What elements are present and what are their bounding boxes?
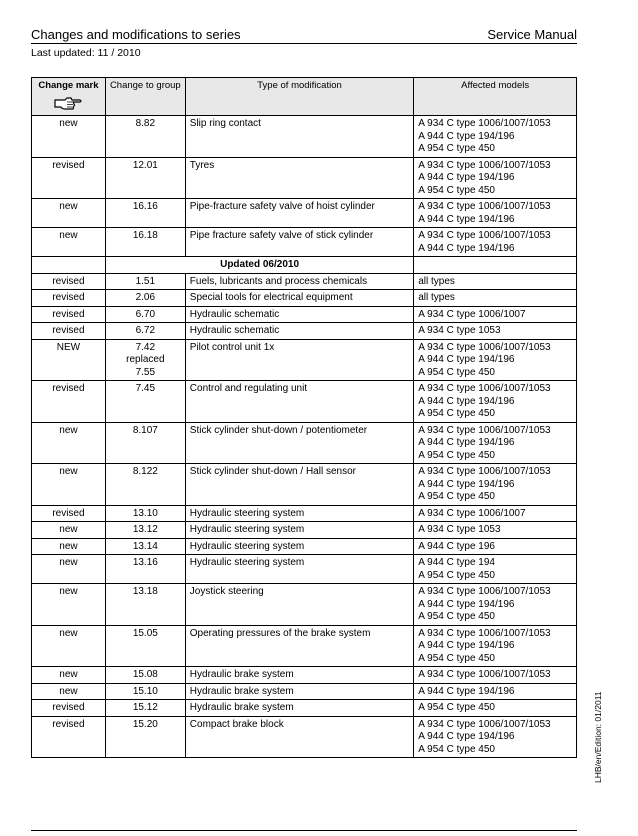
models-cell [414,683,577,700]
modification-cell: Special tools for electrical equipment [185,290,413,307]
table-row [32,464,577,506]
header-manual-label: Service Manual [487,27,577,42]
change-mark-cell: NEW [32,339,106,381]
row-empty-cell [32,257,106,274]
table-row [32,306,577,323]
modification-cell: Pipe-fracture safety valve of hoist cylinder [185,199,413,228]
group-line: 7.45 [135,383,156,394]
change-mark-cell: new [32,116,106,158]
models-cell [414,716,577,758]
modification-cell: Hydraulic schematic [185,323,413,340]
group-cell [105,157,185,199]
change-mark-cell: new [32,555,106,584]
row-empty-cell [414,257,577,274]
group-line: 16.18 [132,230,158,241]
header-change-mark-label: Change mark [38,80,99,91]
group-line: 6.70 [135,308,156,320]
page-header [31,27,577,44]
model-line: A 934 C type 1006/1007/1053 [418,586,551,597]
model-line: A 954 C type 450 [418,143,495,154]
edition-note: LHB/en/Edition: 01/2011 [593,691,603,783]
last-updated: Last updated: 11 / 2010 [31,47,141,59]
group-line: 13.18 [132,586,158,597]
model-line: A 934 C type 1006/1007/1053 [418,341,551,353]
model-line: A 934 C type 1006/1007/1053 [418,627,551,639]
model-line: A 944 C type 194/196 [418,731,515,742]
header-affected-models: Affected models [414,78,577,116]
modification-cell: Hydraulic brake system [185,683,413,700]
models-cell [414,339,577,381]
model-line: A 954 C type 450 [418,366,495,378]
table-row [32,505,577,522]
models-cell [414,584,577,626]
model-line: A 944 C type 194/196 [418,130,515,142]
change-mark-cell: new [32,667,106,684]
model-line: A 944 C type 194/196 [418,172,515,183]
change-mark-cell: revised [32,157,106,199]
change-mark-cell: new [32,228,106,257]
table-header-row [32,78,577,116]
models-cell [414,273,577,290]
table-row [32,257,577,274]
model-line: A 944 C type 194/196 [418,354,515,365]
model-line: A 954 C type 450 [418,569,495,581]
table-row [32,273,577,290]
table-row [32,339,577,381]
group-cell [105,422,185,464]
model-line: A 934 C type 1006/1007/1053 [418,383,551,394]
group-line: replaced [126,354,165,365]
change-mark-cell: new [32,538,106,555]
model-line: all types [418,292,455,303]
group-cell [105,584,185,626]
group-line: 13.16 [132,557,158,568]
group-line: 8.107 [132,424,158,436]
table-row [32,381,577,423]
models-cell [414,555,577,584]
modification-cell: Slip ring contact [185,116,413,158]
group-cell [105,290,185,307]
footer-rule [31,830,577,831]
models-cell [414,538,577,555]
group-cell [105,522,185,539]
model-line: A 934 C type 1006/1007/1053 [418,230,551,241]
modification-cell: Hydraulic schematic [185,306,413,323]
group-line: 15.08 [132,669,158,680]
modification-cell: Hydraulic steering system [185,538,413,555]
header-change-to-group: Change to group [105,78,185,116]
model-line: A 954 C type 450 [418,743,495,755]
models-cell [414,116,577,158]
models-cell [414,306,577,323]
table-row [32,422,577,464]
change-mark-cell: new [32,584,106,626]
group-line: 8.82 [135,118,156,129]
model-line: A 944 C type 194/196 [418,685,515,697]
modification-cell: Pipe fracture safety valve of stick cylinder [185,228,413,257]
table-row [32,667,577,684]
modification-cell: Joystick steering [185,584,413,626]
change-mark-cell: revised [32,716,106,758]
change-mark-cell: new [32,683,106,700]
change-mark-cell: revised [32,273,106,290]
modification-cell: Compact brake block [185,716,413,758]
group-cell [105,667,185,684]
change-mark-cell: new [32,625,106,667]
group-line: 2.06 [135,292,156,303]
group-cell [105,199,185,228]
group-line: 13.10 [132,507,158,519]
modification-cell: Hydraulic steering system [185,555,413,584]
model-line: A 944 C type 194/196 [418,598,515,610]
modification-cell: Hydraulic steering system [185,505,413,522]
header-title: Changes and modifications to series [31,27,241,42]
models-cell [414,157,577,199]
model-line: A 954 C type 450 [418,491,495,502]
model-line: A 954 C type 450 [418,652,495,664]
group-line: 16.16 [132,201,158,212]
group-line: 13.12 [132,524,158,535]
change-mark-cell: revised [32,290,106,307]
table-row [32,116,577,158]
table-row [32,522,577,539]
model-line: A 954 C type 450 [418,611,495,622]
change-mark-cell: revised [32,306,106,323]
table-row [32,199,577,228]
table-row [32,555,577,584]
modification-cell: Hydraulic steering system [185,522,413,539]
group-line: 12.01 [132,159,158,171]
modification-cell: Tyres [185,157,413,199]
change-mark-cell: new [32,522,106,539]
table-row [32,290,577,307]
group-line: 15.20 [132,718,158,730]
group-line: 7.42 [135,341,156,353]
group-cell [105,716,185,758]
model-line: all types [418,275,455,287]
table-row [32,228,577,257]
models-cell [414,522,577,539]
group-cell [105,273,185,290]
group-cell [105,700,185,717]
model-line: A 944 C type 194/196 [418,395,515,407]
model-line: A 944 C type 194/196 [418,213,515,225]
model-line: A 944 C type 194 [418,557,495,568]
model-line: A 934 C type 1053 [418,524,501,535]
change-mark-cell: new [32,199,106,228]
table-row [32,716,577,758]
table-row [32,625,577,667]
modification-cell: Stick cylinder shut-down / Hall sensor [185,464,413,506]
model-line: A 944 C type 194/196 [418,437,515,448]
model-line: A 944 C type 194/196 [418,242,515,254]
models-cell [414,199,577,228]
model-line: A 934 C type 1006/1007 [418,308,526,320]
group-line: 6.72 [135,325,156,336]
group-cell [105,323,185,340]
group-cell [105,116,185,158]
table-row [32,157,577,199]
models-cell [414,323,577,340]
group-line: 15.10 [132,685,158,697]
modification-cell: Fuels, lubricants and process chemicals [185,273,413,290]
models-cell [414,381,577,423]
modification-cell: Control and regulating unit [185,381,413,423]
group-cell [105,381,185,423]
modification-cell: Hydraulic brake system [185,667,413,684]
group-line: 7.55 [135,366,156,378]
group-line: 13.14 [132,540,158,552]
group-cell [105,538,185,555]
table-row [32,323,577,340]
group-cell [105,555,185,584]
modification-cell: Stick cylinder shut-down / potentiometer [185,422,413,464]
header-type-of-modification: Type of modification [185,78,413,116]
modification-cell: Pilot control unit 1x [185,339,413,381]
modification-cell: Operating pressures of the brake system [185,625,413,667]
change-mark-cell: new [32,464,106,506]
model-line: A 954 C type 450 [418,408,495,419]
models-cell [414,290,577,307]
models-cell [414,422,577,464]
table-row [32,538,577,555]
model-line: A 934 C type 1006/1007/1053 [418,118,551,129]
header-change-mark [32,78,106,116]
model-line: A 954 C type 450 [418,702,495,713]
group-line: 8.122 [132,466,158,477]
pointing-hand-icon [53,95,83,111]
change-mark-cell: revised [32,700,106,717]
section-update-label: Updated 06/2010 [105,257,413,274]
change-mark-cell: revised [32,323,106,340]
table-row [32,683,577,700]
model-line: A 944 C type 196 [418,540,495,552]
table-row [32,584,577,626]
group-line: 15.12 [132,702,158,713]
model-line: A 934 C type 1006/1007/1053 [418,159,551,171]
models-cell [414,505,577,522]
modification-cell: Hydraulic brake system [185,700,413,717]
group-cell [105,683,185,700]
group-line: 1.51 [135,275,156,287]
model-line: A 954 C type 450 [418,449,495,461]
model-line: A 934 C type 1053 [418,325,501,336]
change-mark-cell: revised [32,381,106,423]
model-line: A 934 C type 1006/1007/1053 [418,718,551,730]
model-line: A 934 C type 1006/1007/1053 [418,466,551,477]
model-line: A 944 C type 194/196 [418,478,515,490]
models-cell [414,464,577,506]
group-cell [105,339,185,381]
model-line: A 944 C type 194/196 [418,640,515,651]
group-cell [105,625,185,667]
table-row [32,700,577,717]
group-line: 15.05 [132,627,158,639]
models-cell [414,625,577,667]
model-line: A 934 C type 1006/1007/1053 [418,424,551,436]
model-line: A 934 C type 1006/1007 [418,507,526,519]
model-line: A 954 C type 450 [418,184,495,196]
model-line: A 934 C type 1006/1007/1053 [418,669,551,680]
models-cell [414,228,577,257]
changes-table [31,77,577,758]
group-cell [105,306,185,323]
group-cell [105,505,185,522]
group-cell [105,228,185,257]
models-cell [414,700,577,717]
change-mark-cell: new [32,422,106,464]
models-cell [414,667,577,684]
group-cell [105,464,185,506]
change-mark-cell: revised [32,505,106,522]
model-line: A 934 C type 1006/1007/1053 [418,201,551,212]
